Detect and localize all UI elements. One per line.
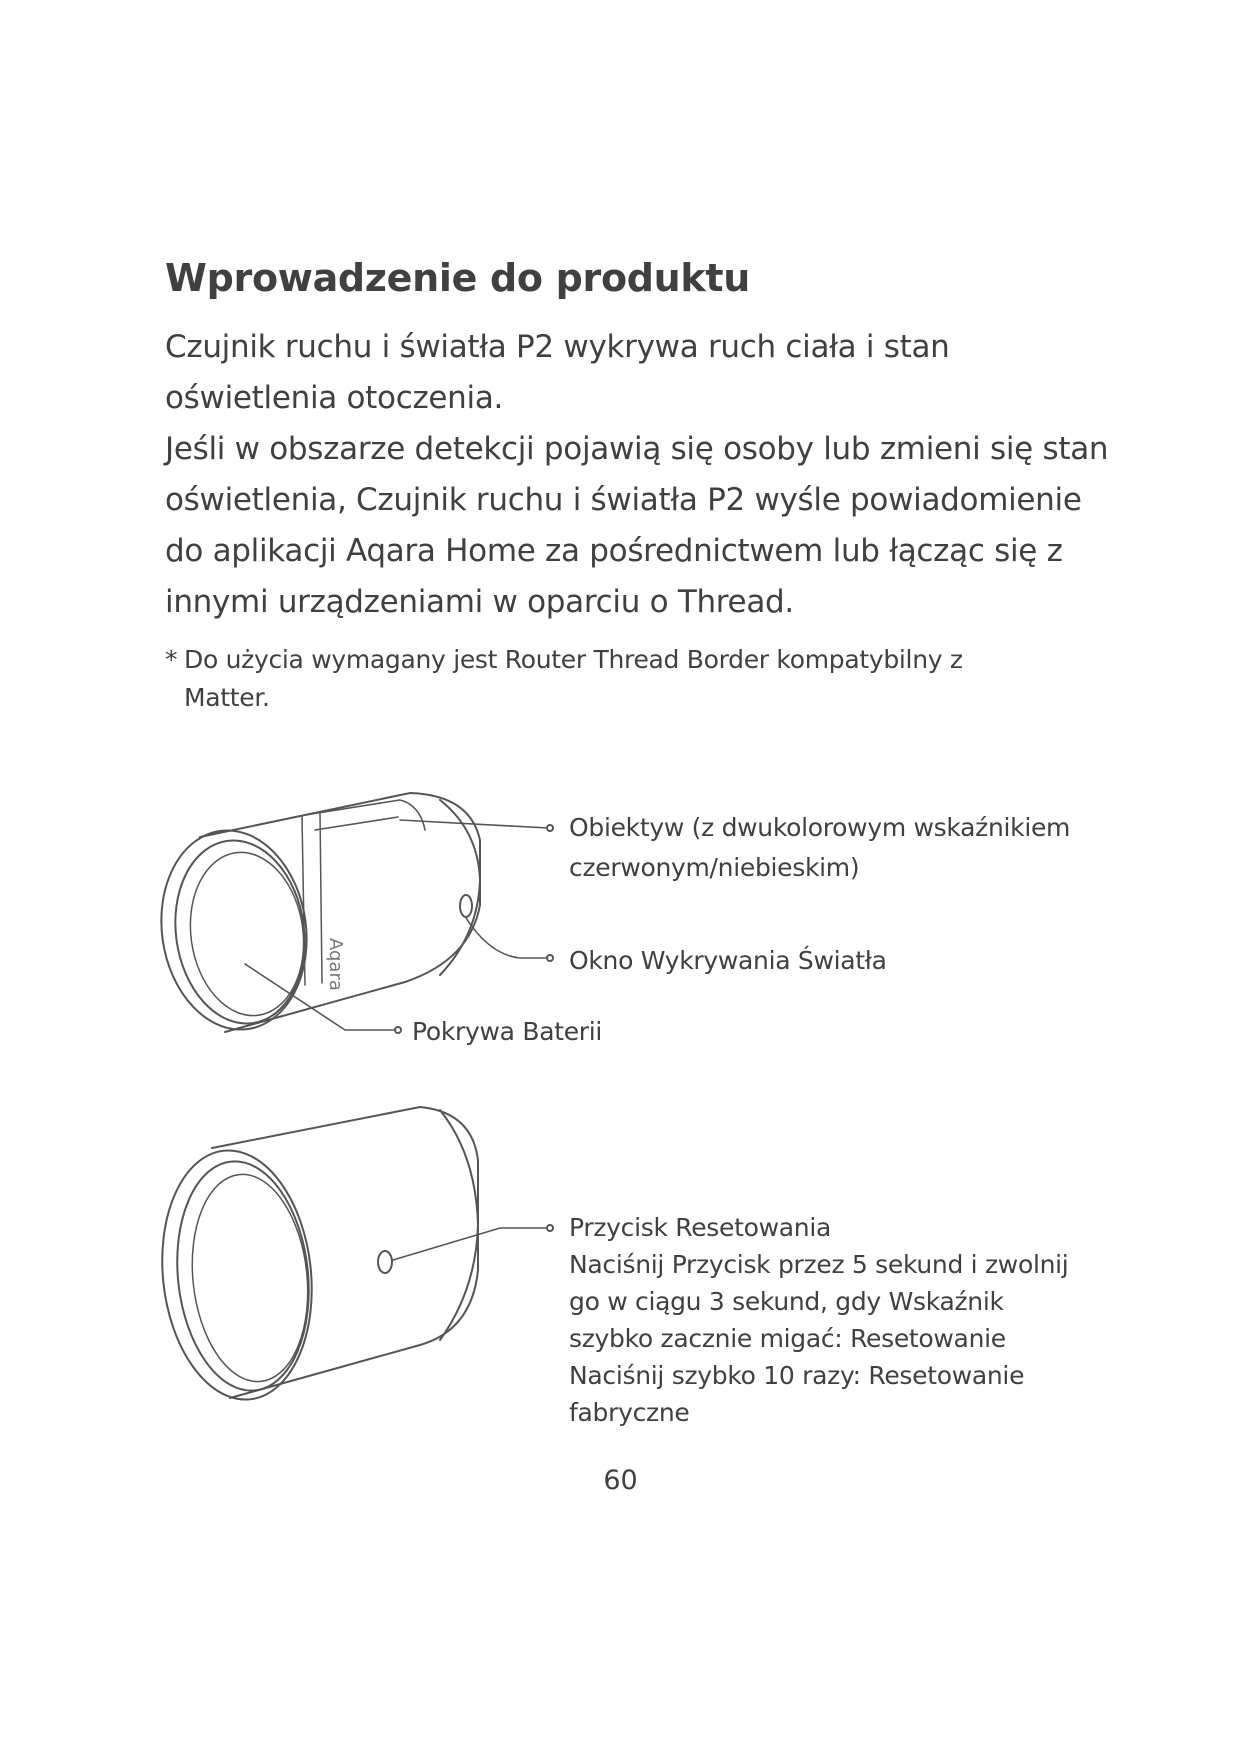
light-window-label: Okno Wykrywania Światła: [569, 946, 887, 975]
footnote-text: Do użycia wymagany jest Router Thread Border kompatybilny z Matter.: [184, 645, 963, 712]
reset-line: szybko zacznie migać: Resetowanie: [569, 1324, 1006, 1353]
intro-paragraph-1: Czujnik ruchu i światła P2 wykrywa ruch ciała i stan oświetlenia otoczenia.: [165, 329, 950, 416]
sensor-back-illustration: [150, 1107, 553, 1407]
reset-title: Przycisk Resetowania: [569, 1213, 831, 1242]
intro-paragraph-2: Jeśli w obszarze detekcji pojawią się osoby lub zmieni się stan oświetlenia, Czujnik ruchu i światła P2 wyśle powiadomienie do aplikacji Aqara Home za pośrednictwem lub łącząc się z innymi urządzeniami w oparciu o Thread.: [165, 431, 1109, 620]
reset-line: Naciśnij szybko 10 razy: Resetowanie: [569, 1361, 1025, 1390]
lens-label-line-2: czerwonym/niebieskim): [569, 853, 860, 882]
page-title: Wprowadzenie do produktu: [165, 256, 751, 300]
lens-label-line-1: Obiektyw (z dwukolorowym wskaźnikiem: [569, 813, 1071, 842]
battery-cover-label: Pokrywa Baterii: [412, 1017, 603, 1046]
brand-logo: Aqara: [325, 938, 346, 991]
reset-line: go w ciągu 3 sekund, gdy Wskaźnik: [569, 1287, 1004, 1316]
reset-description: [569, 1209, 1068, 1431]
footnote-asterisk: *: [165, 645, 178, 674]
lens-label: [569, 809, 1070, 886]
sensor-front-illustration: [149, 793, 553, 1039]
page-number: 60: [603, 1465, 638, 1496]
reset-line: fabryczne: [569, 1398, 690, 1427]
reset-line: Naciśnij Przycisk przez 5 sekund i zwolnij: [569, 1250, 1069, 1279]
